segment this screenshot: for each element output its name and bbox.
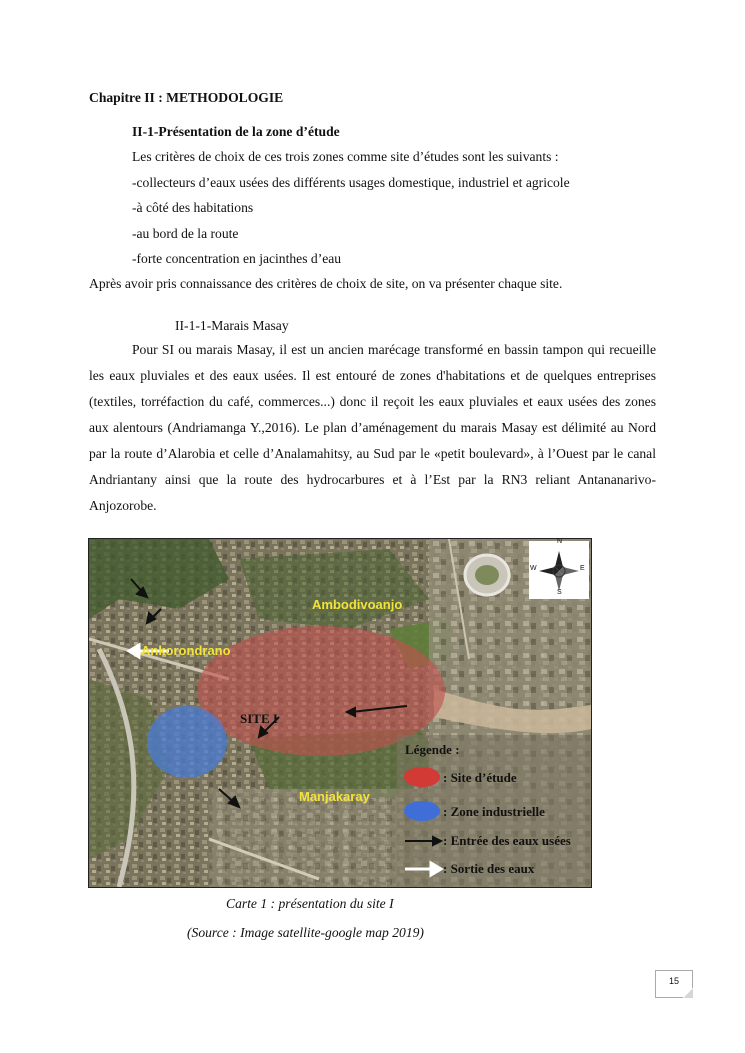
criteria-item: -collecteurs d’eaux usées des différents usages domestique, industriel et agricole bbox=[132, 175, 570, 190]
compass-south: S bbox=[557, 589, 562, 596]
compass-east: E bbox=[580, 565, 585, 572]
label-ankorondrano: Ankorondrano bbox=[141, 643, 231, 658]
criteria-item: -au bord de la route bbox=[132, 226, 239, 241]
section-heading: II-1-Présentation de la zone d’étude bbox=[132, 124, 340, 139]
label-ambodivoanjo: Ambodivoanjo bbox=[312, 597, 403, 612]
satellite-map bbox=[88, 538, 592, 888]
page-curl-icon bbox=[683, 988, 693, 998]
legend-site-etude: : Site d’étude bbox=[443, 770, 517, 785]
legend-zone-industrielle: : Zone industrielle bbox=[443, 804, 545, 819]
section-closing: Après avoir pris connaissance des critères de choix de site, on va présenter chaque site. bbox=[89, 276, 563, 291]
compass-north: N bbox=[557, 538, 563, 545]
subsection-heading: II-1-1-Marais Masay bbox=[175, 318, 289, 333]
compass-west: W bbox=[530, 565, 537, 572]
section-intro: Les critères de choix de ces trois zones comme site d’études sont les suivants : bbox=[132, 149, 559, 164]
figure-caption: Carte 1 : présentation du site I bbox=[226, 896, 394, 911]
label-site-i: SITE I bbox=[240, 711, 278, 726]
subsection-paragraph: Pour SI ou marais Masay, il est un ancien marécage transformé en bassin tampon qui recueille les eaux pluviales et des eaux usées. Il est entouré de zones d'habitations et de quelques entreprises (textiles, torréfaction du café, commerces...) donc il reçoit les eaux pluviales et eaux usées des zones aux alentours (Andriamanga Y.,2016). Le plan d’aménagement du marais Masay est délimité au Nord par la route d’Alarobia et celle d’Analamahitsy, au Sud par le «petit boulevard», à l’Ouest par le canal Andriantany ainsi que la route des hydrocarbures et à l’Est par la RN3 reliant Antananarivo-Anjozorobe. bbox=[89, 342, 656, 513]
legend-sortie: : Sortie des eaux bbox=[443, 861, 535, 876]
page-number-box bbox=[655, 970, 693, 998]
criteria-item: -à côté des habitations bbox=[132, 200, 254, 215]
chapter-title: Chapitre II : METHODOLOGIE bbox=[89, 90, 284, 105]
label-manjakaray: Manjakaray bbox=[299, 789, 370, 804]
criteria-item: -forte concentration en jacinthes d’eau bbox=[132, 251, 342, 266]
page-number: 15 bbox=[668, 976, 679, 986]
legend-title: Légende : bbox=[405, 742, 460, 757]
figure-source: (Source : Image satellite-google map 2019) bbox=[187, 925, 424, 940]
legend-entree: : Entrée des eaux usées bbox=[443, 833, 571, 848]
